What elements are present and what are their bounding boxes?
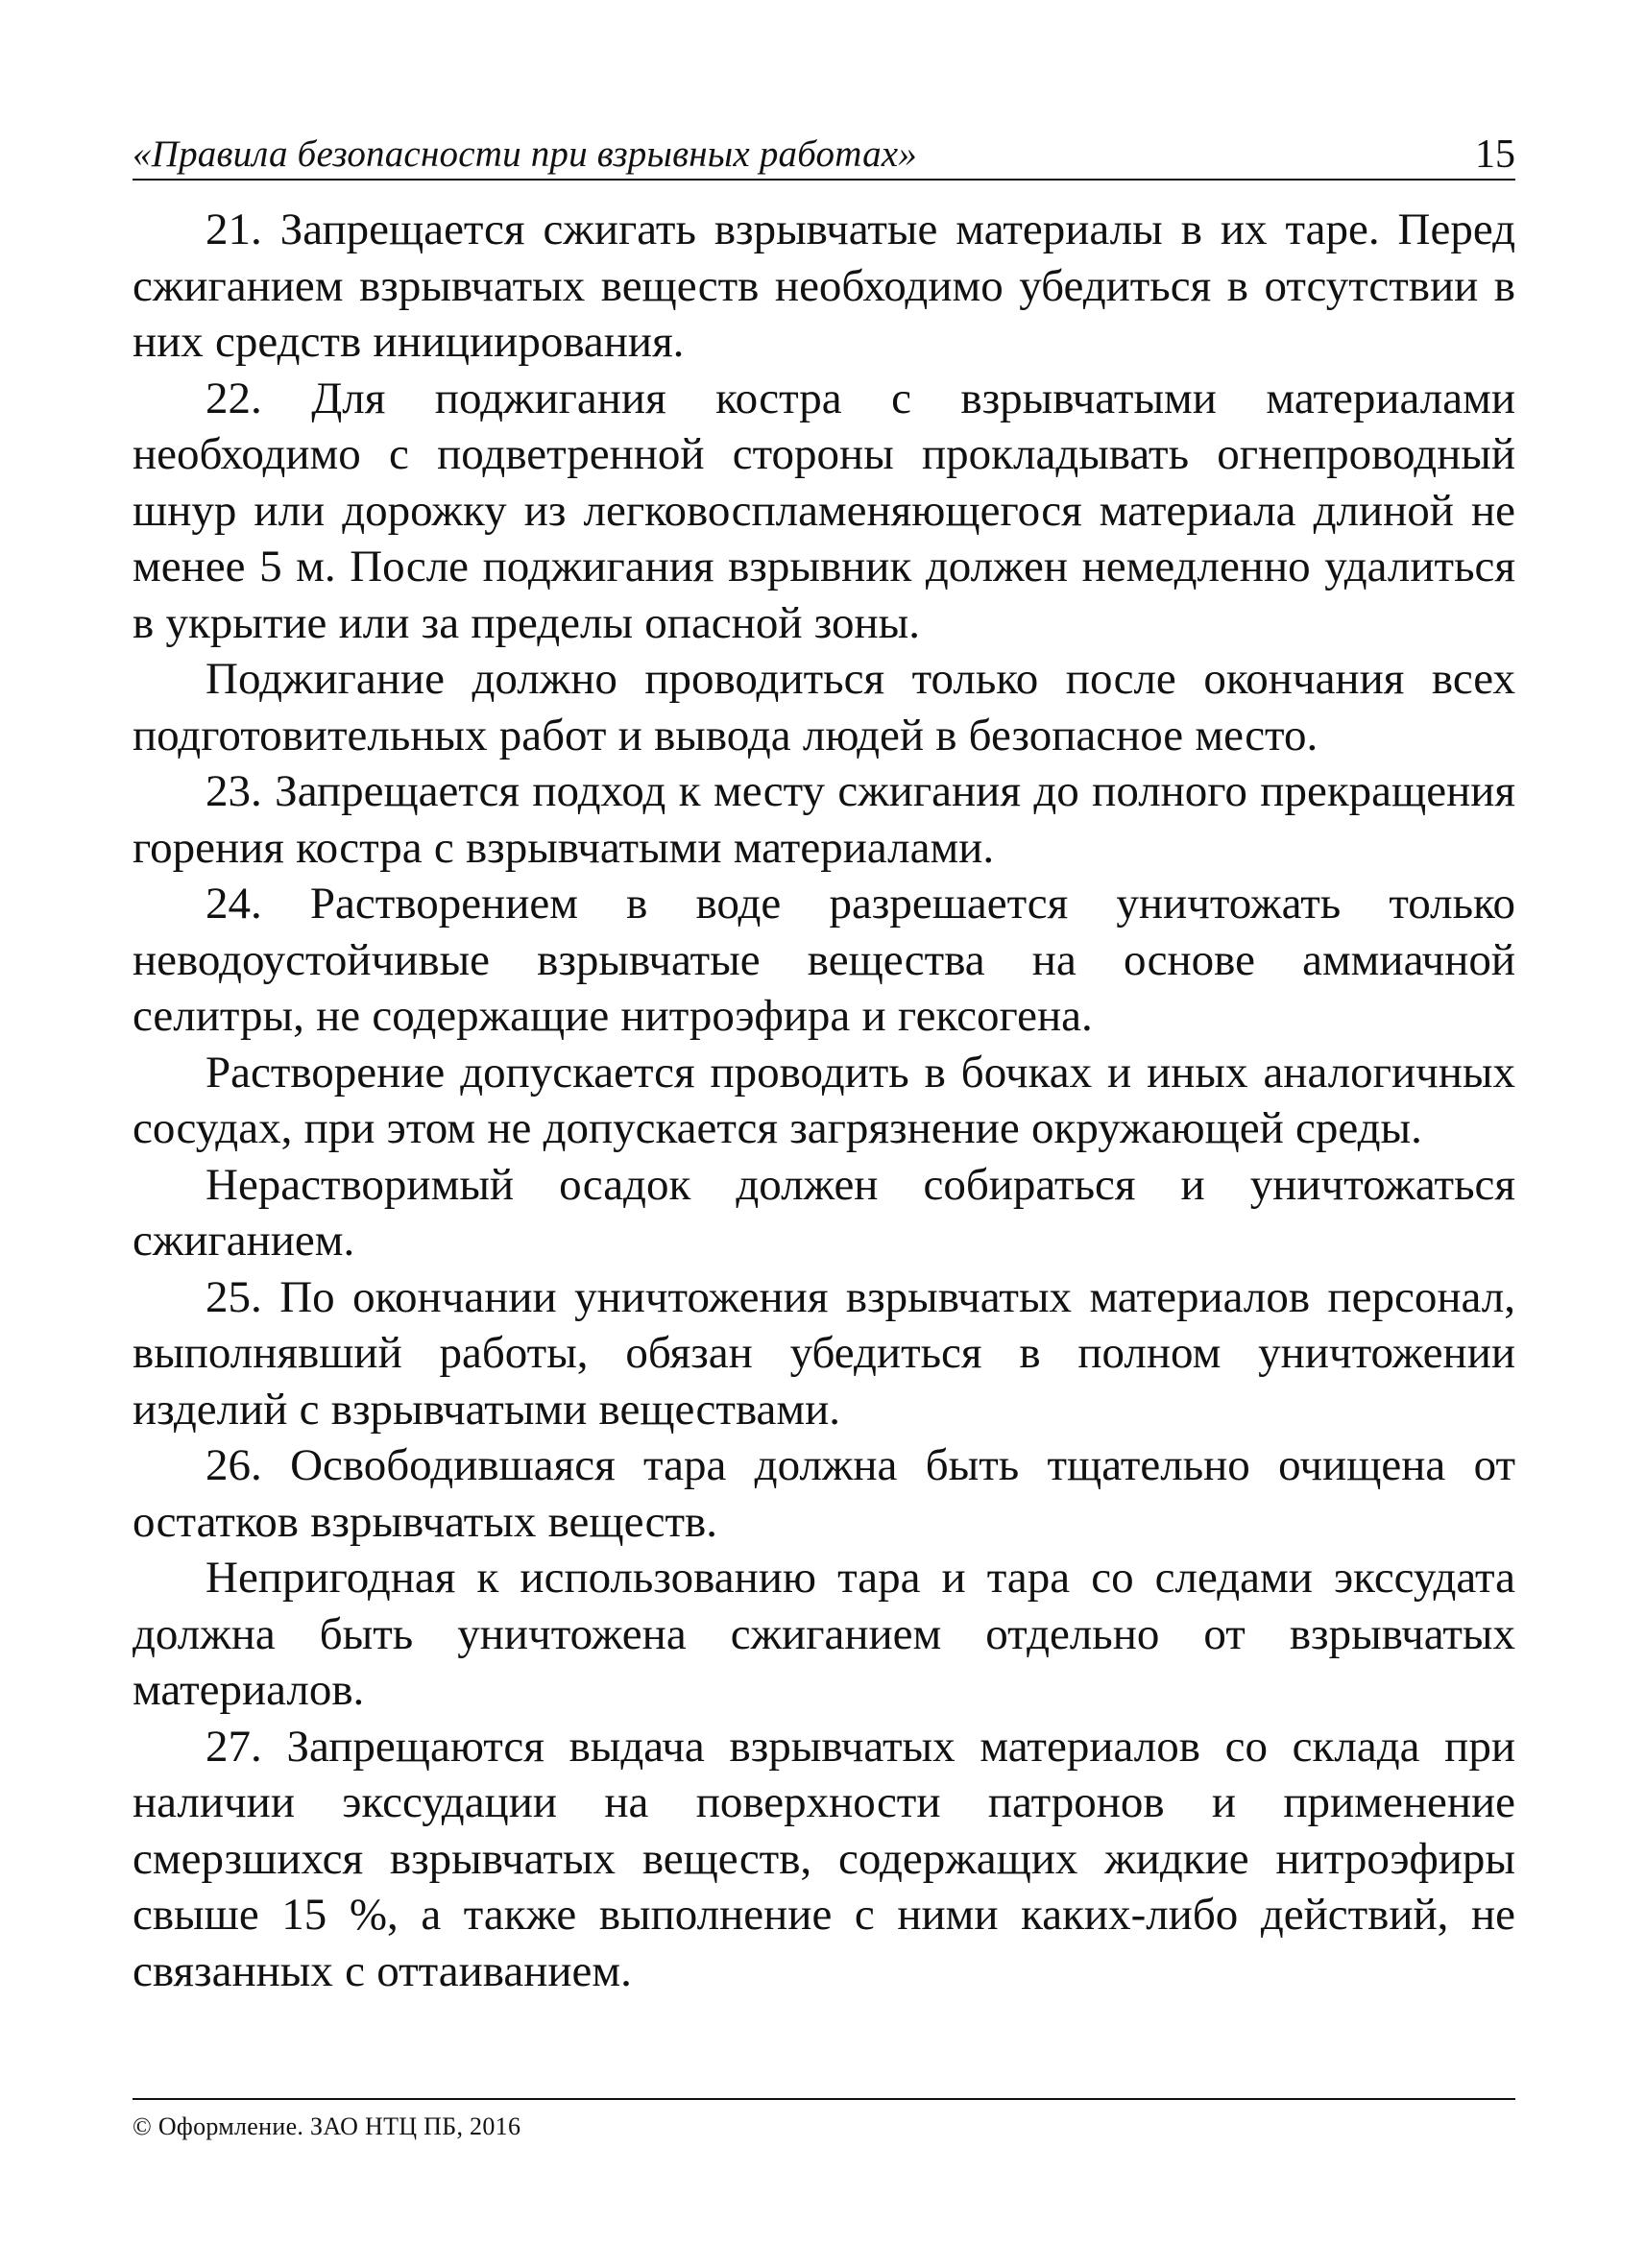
header-divider bbox=[133, 179, 1515, 181]
running-title: «Правила безопасности при взрывных работах» bbox=[133, 133, 918, 175]
paragraph-25: 25. По окончании уничтожения взрывчатых материалов персонал, выполнявший работы, обязан убедиться в полном уничтожении изделий с взрывчатыми веществами. bbox=[133, 1271, 1515, 1435]
paragraph-21: 21. Запрещается сжигать взрывчатые материалы в их таре. Перед сжиганием взрывчатых веществ необходимо убедиться в отсутствии в них средств инициирования. bbox=[133, 205, 1515, 367]
page-number: 15 bbox=[1475, 133, 1515, 177]
copyright-note: © Оформление. ЗАО НТЦ ПБ, 2016 bbox=[133, 2112, 521, 2140]
paragraph-27: 27. Запрещаются выдача взрывчатых материалов со склада при наличии экссудации на поверхности патронов и применение смерзшихся взрывчатых веществ, содержащих жидкие нитроэфиры свыше 15 %, а также выполнение с ними каких-либо действий, не связанных с оттаиванием. bbox=[133, 1721, 1515, 1996]
body-text bbox=[133, 202, 1515, 1999]
paragraph-24-sediment: Нерастворимый осадок должен собираться и уничтожаться сжиганием. bbox=[133, 1159, 1515, 1266]
paragraph-24-continued: Растворение допускается проводить в бочках и иных аналогичных сосудах, при этом не допускается загрязнение окружающей среды. bbox=[133, 1047, 1515, 1153]
paragraph-24: 24. Растворением в воде разрешается уничтожать только неводоустойчивые взрывчатые вещества на основе аммиачной селитры, не содержащие нитроэфира и гексогена. bbox=[133, 879, 1515, 1041]
paragraph-22-continued: Поджигание должно проводиться только после окончания всех подготовительных работ и вывода людей в безопасное место. bbox=[133, 654, 1515, 760]
paragraph-26: 26. Освободившаяся тара должна быть тщательно очищена от остатков взрывчатых веществ. bbox=[133, 1440, 1515, 1547]
footer-divider bbox=[133, 2098, 1515, 2100]
running-header bbox=[133, 133, 1515, 177]
paragraph-26-continued: Непригодная к использованию тара и тара со следами экссудата должна быть уничтожена сжиганием отдельно от взрывчатых материалов. bbox=[133, 1553, 1515, 1715]
paragraph-23: 23. Запрещается подход к месту сжигания до полного прекращения горения костра с взрывчатыми материалами. bbox=[133, 766, 1515, 873]
paragraph-22: 22. Для поджигания костра с взрывчатыми материалами необходимо с подветренной стороны прокладывать огнепроводный шнур или дорожку из легковоспламеняющегося материала длиной не менее 5 м. После поджигания взрывник должен немедленно удалиться в укрытие или за пределы опасной зоны. bbox=[133, 373, 1515, 648]
